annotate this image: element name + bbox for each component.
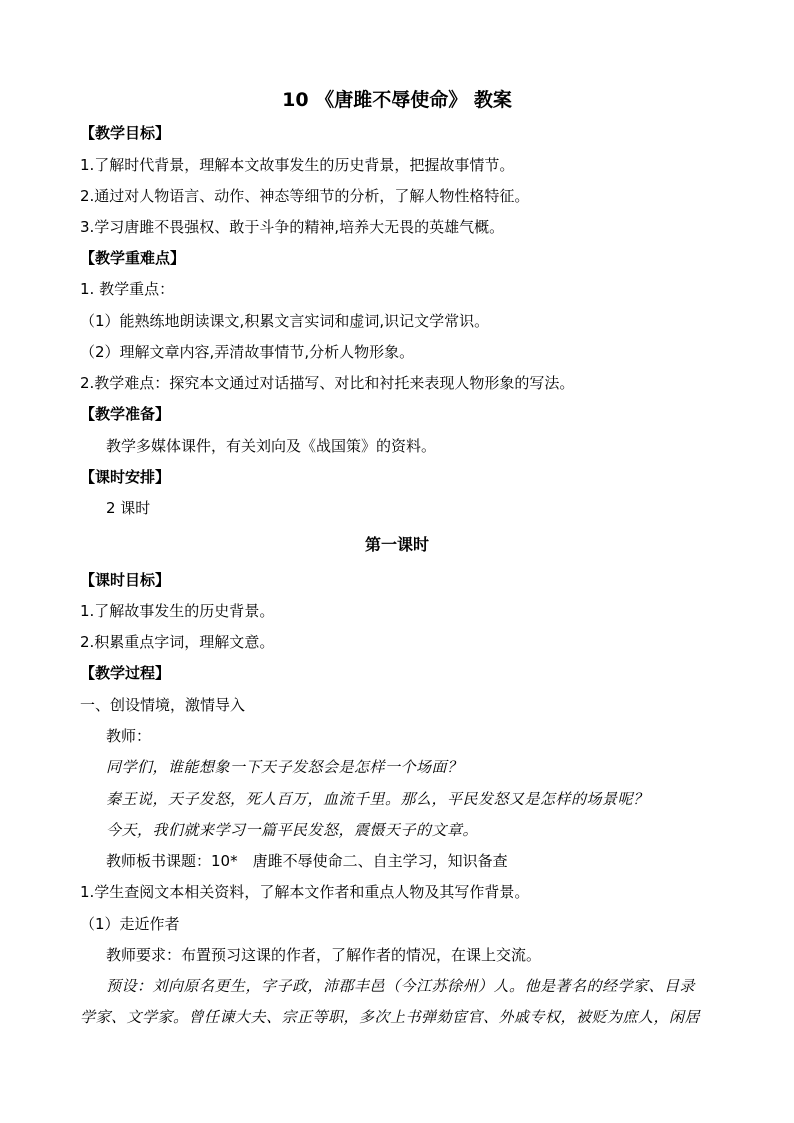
board-note: 教师板书课题：10* 唐雎不辱使命二、自主学习，知识备查 bbox=[106, 852, 508, 870]
self-study-sub: （1）走近作者 bbox=[80, 915, 180, 933]
self-study-item: 1.学生查阅文本相关资料，了解本文作者和重点人物及其写作背景。 bbox=[80, 883, 530, 901]
teacher-requirement: 教师要求：布置预习这课的作者，了解作者的情况，在课上交流。 bbox=[106, 946, 542, 964]
key-point-sub: （2）理解文章内容,弄清故事情节,分析人物形象。 bbox=[80, 343, 415, 361]
goal-item: 2.通过对人物语言、动作、神态等细节的分析，了解人物性格特征。 bbox=[80, 187, 530, 205]
key-point: 1. 教学重点： bbox=[80, 280, 175, 298]
teacher-talk: 今天，我们就来学习一篇平民发怒，震慑天子的文章。 bbox=[106, 821, 479, 839]
prep-text: 教学多媒体课件，有关刘向及《战国策》的资料。 bbox=[106, 437, 437, 455]
teacher-talk: 秦王说，天子发怒，死人百万，血流千里。那么，平民发怒又是怎样的场景呢？ bbox=[106, 790, 649, 808]
teacher-talk: 同学们，谁能想象一下天子发怒会是怎样一个场面？ bbox=[106, 758, 463, 776]
section-heading-key-points: 【教学重难点】 bbox=[80, 249, 186, 267]
lesson-heading: 第一课时 bbox=[364, 535, 429, 554]
preset-text-cont: 学家、文学家。曾任谏大夫、宗正等职，多次上书弹劾宦官、外戚专权，被贬为庶人，闲居 bbox=[80, 1008, 701, 1026]
section-heading-prep: 【教学准备】 bbox=[80, 405, 171, 423]
section-heading-lesson-goals: 【课时目标】 bbox=[80, 571, 171, 589]
lesson-goal: 2.积累重点字词，理解文意。 bbox=[80, 633, 275, 651]
goal-item: 3.学习唐雎不畏强权、敢于斗争的精神,培养大无畏的英雄气概。 bbox=[80, 218, 505, 236]
lesson-goal: 1.了解故事发生的历史背景。 bbox=[80, 602, 275, 620]
difficulty-point: 2.教学难点：探究本文通过对话描写、对比和衬托来表现人物形象的写法。 bbox=[80, 374, 575, 392]
key-point-sub: （1）能熟练地朗读课文,积累文言实词和虚词,识记文学常识。 bbox=[80, 312, 490, 330]
page-title: 10 《唐雎不辱使命》 教案 bbox=[282, 89, 512, 111]
section-heading-goals: 【教学目标】 bbox=[80, 124, 171, 142]
preset-text: 预设：刘向原名更生，字子政，沛郡丰邑（今江苏徐州）人。他是著名的经学家、目录 bbox=[106, 977, 696, 995]
schedule-text: 2 课时 bbox=[106, 499, 151, 517]
section-heading-schedule: 【课时安排】 bbox=[80, 468, 171, 486]
section-heading-process: 【教学过程】 bbox=[80, 664, 171, 682]
teacher-label: 教师： bbox=[106, 727, 152, 745]
goal-item: 1.了解时代背景，理解本文故事发生的历史背景，把握故事情节。 bbox=[80, 156, 515, 174]
step-heading: 一、创设情境，激情导入 bbox=[80, 696, 246, 714]
